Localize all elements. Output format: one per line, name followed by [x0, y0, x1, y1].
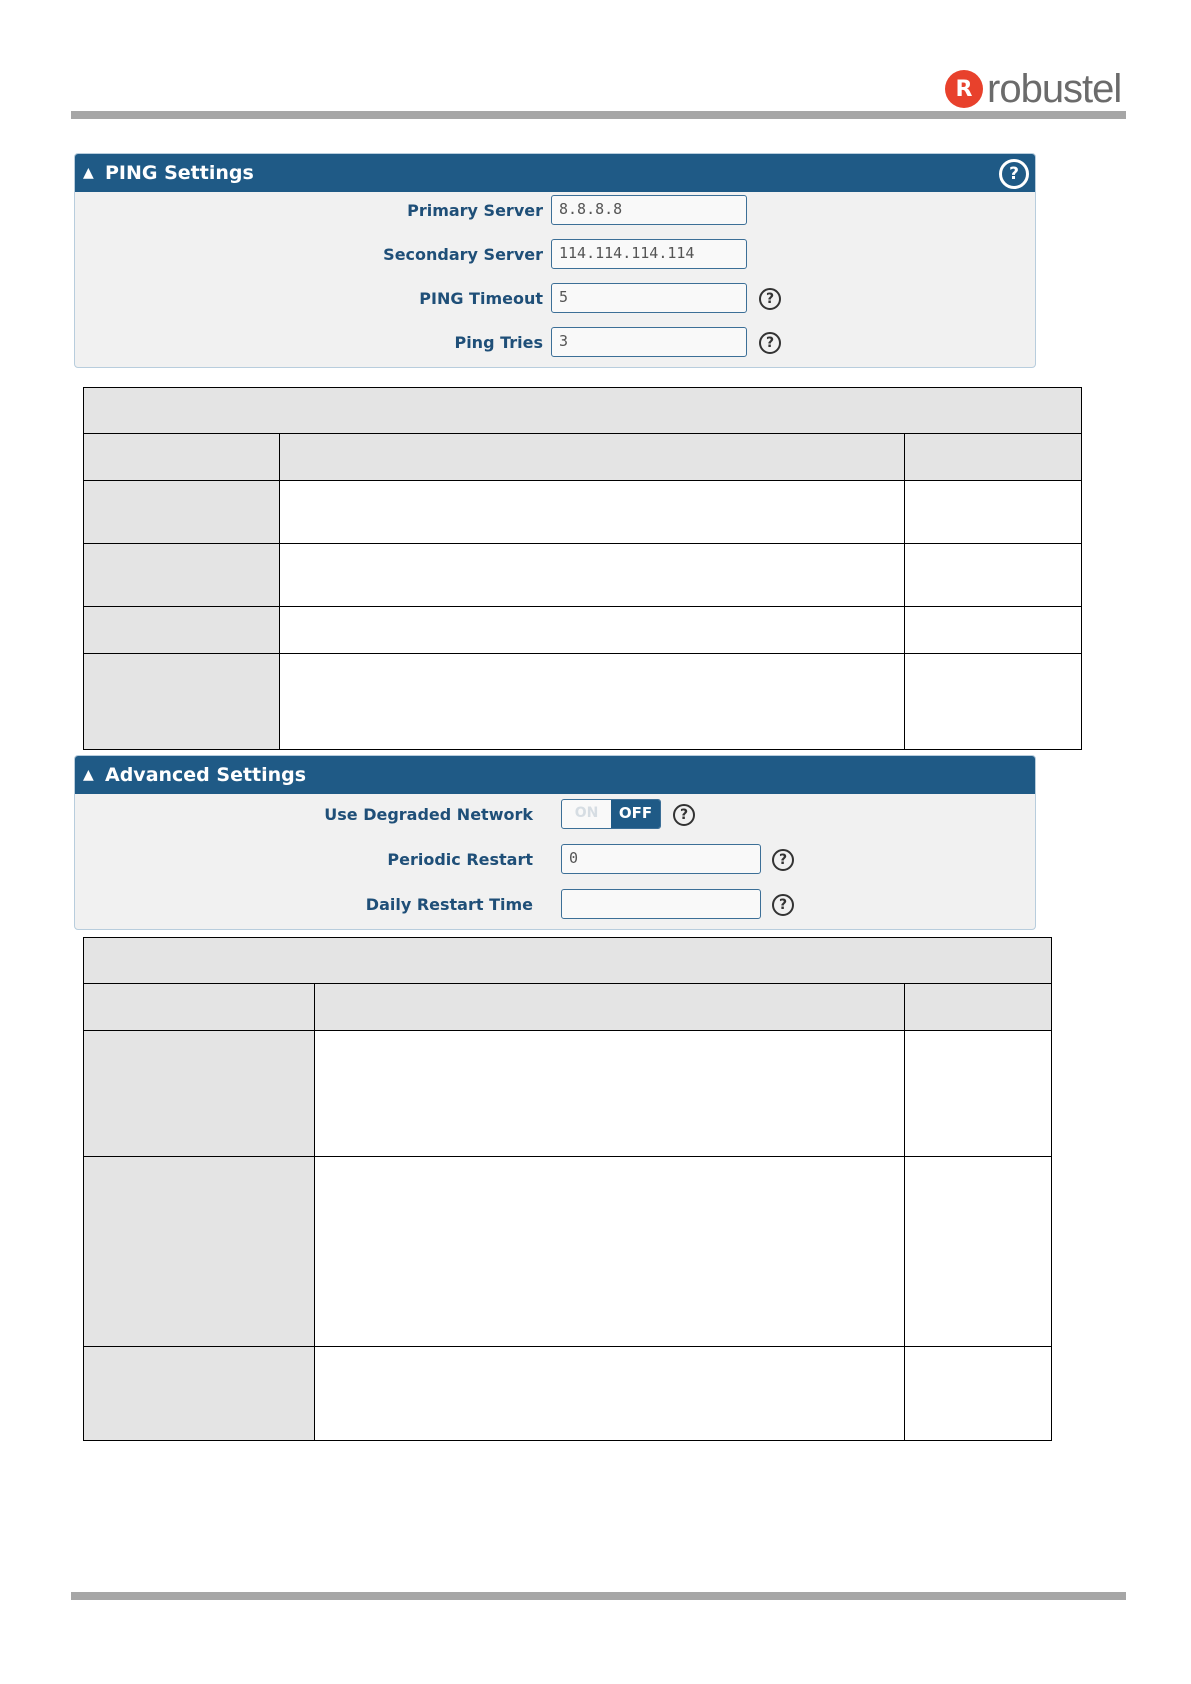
help-icon[interactable]: ?	[999, 159, 1029, 189]
table-header-row	[84, 434, 1082, 481]
chevron-up-icon[interactable]: ▲	[83, 165, 94, 181]
help-icon[interactable]: ?	[759, 332, 781, 354]
periodic-restart-input[interactable]: 0	[561, 844, 761, 874]
table-row	[84, 1347, 1052, 1441]
table-title-row	[84, 938, 1052, 984]
table-row	[84, 607, 1082, 654]
help-icon[interactable]: ?	[772, 894, 794, 916]
use-degraded-network-row	[75, 799, 1035, 831]
footer-divider	[71, 1592, 1126, 1600]
help-icon[interactable]: ?	[673, 804, 695, 826]
toggle-on-label: ON	[574, 805, 599, 821]
toggle-off-label: OFF	[611, 800, 660, 828]
table-row	[84, 1031, 1052, 1157]
daily-restart-time-row	[75, 889, 1035, 921]
table-row	[84, 544, 1082, 607]
ping-tries-row	[75, 327, 1035, 359]
table-header-row	[84, 984, 1052, 1031]
ping-timeout-input[interactable]: 5	[551, 283, 747, 313]
daily-restart-time-input[interactable]	[561, 889, 761, 919]
daily-restart-time-label: Daily Restart Time	[365, 895, 533, 914]
advanced-settings-header[interactable]	[75, 756, 1035, 794]
ping-settings-header[interactable]	[75, 154, 1035, 192]
periodic-restart-label: Periodic Restart	[387, 850, 533, 869]
table-title-row	[84, 388, 1082, 434]
use-degraded-network-label: Use Degraded Network	[324, 805, 533, 824]
primary-server-label: Primary Server	[407, 201, 543, 220]
table-row	[84, 481, 1082, 544]
secondary-server-label: Secondary Server	[383, 245, 543, 264]
secondary-server-row	[75, 239, 1035, 271]
header-divider	[71, 111, 1126, 119]
brand-logo	[945, 68, 1121, 110]
ping-settings-table	[83, 387, 1082, 750]
ping-settings-title: PING Settings	[105, 162, 254, 184]
table-row	[84, 1157, 1052, 1347]
help-icon[interactable]: ?	[772, 849, 794, 871]
ping-settings-panel	[74, 153, 1036, 368]
robustel-logo-icon: R	[945, 70, 983, 108]
ping-timeout-row	[75, 283, 1035, 315]
brand-name: robustel	[987, 66, 1122, 111]
advanced-settings-table	[83, 937, 1052, 1441]
ping-timeout-label: PING Timeout	[419, 289, 543, 308]
secondary-server-input[interactable]: 114.114.114.114	[551, 239, 747, 269]
primary-server-row	[75, 195, 1035, 227]
chevron-up-icon[interactable]: ▲	[83, 767, 94, 783]
primary-server-input[interactable]: 8.8.8.8	[551, 195, 747, 225]
use-degraded-network-toggle[interactable]	[561, 799, 661, 829]
help-icon[interactable]: ?	[759, 288, 781, 310]
advanced-settings-panel	[74, 755, 1036, 930]
advanced-settings-title: Advanced Settings	[105, 764, 307, 786]
table-row	[84, 654, 1082, 750]
periodic-restart-row	[75, 844, 1035, 876]
ping-tries-input[interactable]: 3	[551, 327, 747, 357]
ping-tries-label: Ping Tries	[454, 333, 543, 352]
